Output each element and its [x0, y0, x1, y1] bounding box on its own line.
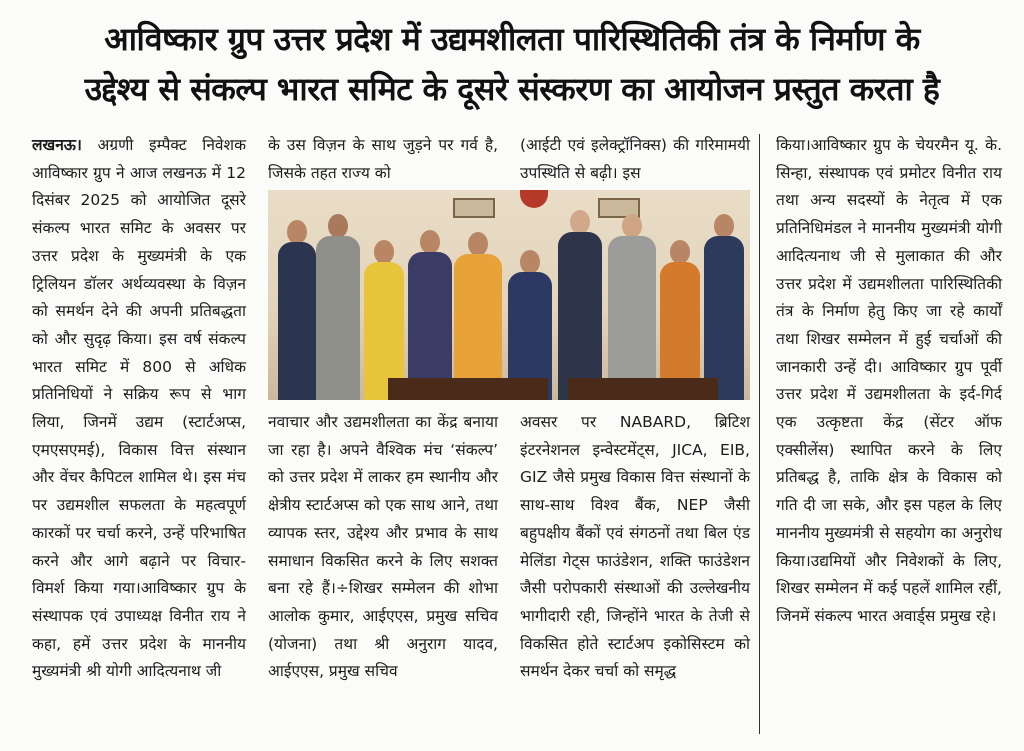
table-left	[388, 378, 548, 400]
person-3	[364, 240, 404, 400]
column-rule	[759, 134, 760, 734]
person-9	[660, 240, 700, 400]
column-1-text: अग्रणी इम्पैक्ट निवेशक आविष्कार ग्रुप ने आज लखनऊ में 12 दिसंबर 2025 को आयोजित दूसरे संकल्प भारत समिट के अवसर पर उत्तर प्रदेश के मुख्यमंत्री के एक ट्रिलियन डॉलर अर्थव्यवस्था के विज़न को समर्थन देने की अपनी प्रतिबद्धता को और सुदृढ़ किया। इस वर्ष संकल्प भारत समिट में 800 से अधिक प्रतिनिधियों ने सक्रिय रूप से भाग लिया, जिनमें उद्यम (स्टार्टअप्स, एमएसएमई), विकास वित्त संस्थान और वेंचर कैपिटल शामिल थे। इस मंच पर उद्यमशील सफलता के महत्वपूर्ण कारकों पर चर्चा करने, उन्हें परिभाषित करने और आगे बढ़ाने पर विचार-विमर्श किया गया।आविष्कार ग्रुप के संस्थापक एवं उपाध्यक्ष विनीत राय ने कहा, हमें उत्तर प्रदेश के माननीय मुख्यमंत्री श्री योगी आदित्यनाथ जी	[32, 136, 246, 681]
headline	[14, 14, 1010, 114]
person-1	[278, 220, 316, 400]
table-right	[568, 378, 718, 400]
headline-line-1: आविष्कार ग्रुप उत्तर प्रदेश में उद्यमशीलता पारिस्थितिकी तंत्र के निर्माण के	[104, 20, 920, 58]
person-2	[316, 214, 360, 400]
person-10	[704, 214, 744, 400]
wall-frame-1	[453, 198, 495, 218]
article-column-4: किया।आविष्कार ग्रुप के चेयरमैन यू. के. सिन्हा, संस्थापक एवं प्रमोटर विनीत राय तथा अन्य सदस्यों के नेतृत्व में एक प्रतिनिधिमंडल ने माननीय मुख्यमंत्री योगी आदित्यनाथ जी से मुलाकात की और उत्तर प्रदेश में उद्यमशीलता पारिस्थितिकी तंत्र के निर्माण हेतु किए जा रहे कार्यों तथा शिखर सम्मेलन में हुई चर्चाओं की जानकारी उन्हें दी। आविष्कार ग्रुप पूर्वी उत्तर प्रदेश में उद्यमशीलता के इर्द-गिर्द एक उत्कृष्टता केंद्र (सेंटर ऑफ एक्सीलेंस) स्थापित करने के लिए प्रतिबद्ध है, ताकि क्षेत्र के विकास को गति दी जा सके, और इस पहल के लिए माननीय मुख्यमंत्री से सहयोग का अनुरोध किया।उद्यमियों और निवेशकों के लिए, शिखर सम्मेलन में कई पहलें शामिल रहीं, जिनमें संकल्प भारत अवार्ड्स प्रमुख रहे।	[776, 136, 1002, 625]
article-column-3-bottom: अवसर पर NABARD, ब्रिटिश इंटरनेशनल इन्वेस्टमेंट्स, JICA, EIB, GIZ जैसे प्रमुख विकास वित्त संस्थानों के साथ-साथ विश्व बैंक, NEP जैसी बहुपक्षीय बैंकों एवं संगठनों तथा बिल एंड मेलिंडा गेट्स फाउंडेशन, शक्ति फाउंडेशन जैसी परोपकारी संस्थाओं की उल्लेखनीय भागीदारी रही, जिन्होंने भारत के तेजी से विकसित होते स्टार्टअप इकोसिस्टम को समर्थन देकर चर्चा को समृद्ध	[520, 413, 750, 681]
news-photo	[268, 190, 750, 400]
wall-emblem	[520, 190, 548, 208]
headline-line-2: उद्देश्य से संकल्प भारत समिट के दूसरे संस्करण का आयोजन प्रस्तुत करता है	[84, 70, 940, 108]
article-column-2-bottom: नवाचार और उद्यमशीलता का केंद्र बनाया जा रहा है। अपने वैश्विक मंच ‘संकल्प’ को उत्तर प्रदेश में लाकर हम स्थानीय और क्षेत्रीय स्टार्टअप्स को एक साथ आने, तथा व्यापक स्तर, उद्देश्य और प्रभाव के साथ समाधान विकसित करने के लिए सशक्त बना रहे हैं।÷शिखर सम्मेलन की शोभा आलोक कुमार, आईएएस, प्रमुख सचिव (योजना) तथा श्री अनुराग यादव, आईएएस, प्रमुख सचिव	[268, 413, 498, 681]
article-column-1	[32, 132, 246, 686]
article-column-2-top: के उस विज़न के साथ जुड़ने पर गर्व है, जिसके तहत राज्य को	[268, 136, 498, 182]
dateline: लखनऊ।	[32, 136, 82, 154]
person-7	[558, 210, 602, 400]
person-8	[608, 214, 656, 400]
person-4	[408, 230, 452, 400]
article-column-3-top: (आईटी एवं इलेक्ट्रॉनिक्स) की गरिमामयी उपस्थिति से बढ़ी। इस	[520, 136, 750, 182]
person-5	[454, 232, 502, 400]
